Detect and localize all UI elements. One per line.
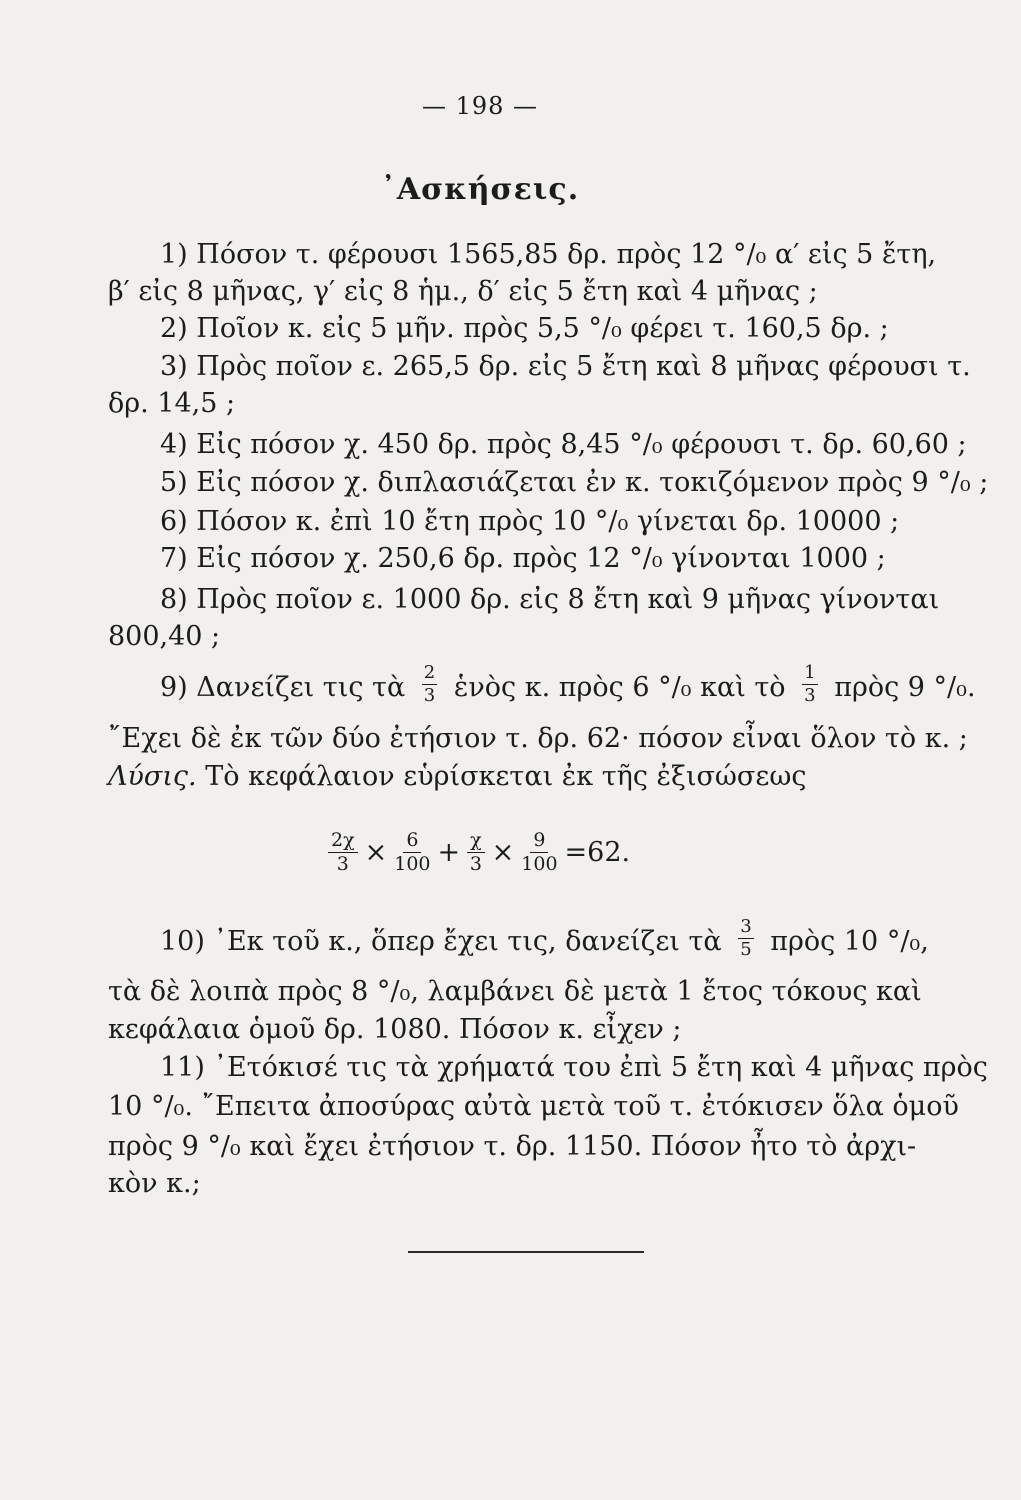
problem-11-line: 11) ᾿Ετόκισέ τις τὰ χρήματά του ἐπὶ 5 ἔτη καὶ 4 μῆνας πρὸς (160, 1052, 988, 1083)
problem-11-line: 10 °/₀. ῎Επειτα ἀποσύρας αὐτὰ μετὰ τοῦ τ. ἐτόκισεν ὅλα ὁμοῦ (108, 1091, 959, 1122)
exercise-line: β′ εἰς 8 μῆνας, γ′ εἰς 8 ἡμ., δ′ εἰς 5 ἔτη καὶ 4 μῆνας ; (108, 276, 818, 307)
problem-9-line: ῎Εχει δὲ ἐκ τῶν δύο ἐτήσιον τ. δρ. 62· πόσον εἶναι ὅλον τὸ κ. ; (108, 723, 968, 754)
plus-sign: + (437, 836, 461, 868)
fraction-denominator: 3 (423, 685, 436, 706)
times-sign: × (491, 836, 515, 868)
problem-9-text: ἑνὸς κ. πρὸς 6 °/₀ καὶ τὸ (453, 672, 786, 703)
fraction-numerator: 2χ (328, 831, 358, 853)
fraction-numerator: 3 (740, 916, 752, 937)
fraction (328, 828, 358, 875)
problem-9-text: πρὸς 9 °/₀. (834, 672, 976, 703)
problem-10-line: κεφάλαια ὁμοῦ δρ. 1080. Πόσον κ. εἶχεν ; (108, 1014, 682, 1045)
problem-10-line (160, 916, 960, 963)
problem-10-line: τὰ δὲ λοιπὰ πρὸς 8 °/₀, λαμβάνει δὲ μετὰ 1 ἔτος τόκους καὶ (108, 976, 922, 1007)
fraction-numerator: χ (467, 831, 485, 853)
exercise-line: 2) Ποῖον κ. εἰς 5 μῆν. πρὸς 5,5 °/₀ φέρει τ. 160,5 δρ. ; (160, 313, 889, 344)
exercise-line: 8) Πρὸς ποῖον ε. 1000 δρ. εἰς 8 ἔτη καὶ 9 μῆνας γίνονται (160, 584, 940, 615)
fraction (422, 664, 437, 705)
fraction-denominator: 3 (336, 852, 349, 875)
problem-10-text: πρὸς 10 °/₀, (770, 926, 929, 957)
exercise-line: 6) Πόσον κ. ἐπὶ 10 ἔτη πρὸς 10 °/₀ γίνεται δρ. 10000 ; (160, 506, 900, 537)
problem-9-text: 9) Δανείζει τις τὰ (160, 672, 406, 703)
solution-label: Λύσις. (108, 761, 197, 792)
problem-9-line (160, 662, 976, 709)
page-number: — 198 — (421, 92, 539, 120)
fraction-numerator: 1 (804, 662, 816, 683)
solution-line (108, 760, 908, 794)
problem-11-line: πρὸς 9 °/₀ καὶ ἔχει ἐτήσιον τ. δρ. 1150. Πόσον ἦτο τὸ ἀρχι- (108, 1131, 917, 1162)
fraction (467, 828, 485, 875)
exercise-line: δρ. 14,5 ; (108, 388, 236, 419)
times-sign: × (364, 836, 388, 868)
exercise-line: 4) Εἰς πόσον χ. 450 δρ. πρὸς 8,45 °/₀ φέρουσι τ. δρ. 60,60 ; (160, 429, 967, 460)
fraction-denominator: 3 (469, 852, 482, 875)
fraction-numerator: 2 (423, 662, 436, 683)
exercise-line: 5) Εἰς πόσον χ. διπλασιάζεται ἐν κ. τοκιζόμενον πρὸς 9 °/₀ ; (160, 467, 989, 498)
fraction (738, 918, 753, 959)
equation (325, 822, 634, 882)
fraction (521, 828, 558, 875)
exercise-line: 7) Εἰς πόσον χ. 250,6 δρ. πρὸς 12 °/₀ γίνονται 1000 ; (160, 543, 886, 574)
fraction (802, 664, 817, 705)
fraction-denominator: 100 (394, 852, 431, 875)
fraction-denominator: 100 (521, 852, 558, 875)
fraction-numerator: 9 (530, 831, 548, 853)
fraction (394, 828, 431, 875)
problem-10-text: 10) ᾿Εκ τοῦ κ., ὅπερ ἔχει τις, δανείζει τὰ (160, 926, 722, 957)
section-heading: ᾿Ασκήσεις. (380, 172, 580, 207)
exercise-line: 3) Πρὸς ποῖον ε. 265,5 δρ. εἰς 5 ἔτη καὶ 8 μῆνας φέρουσι τ. (160, 351, 971, 382)
problem-11-line: κὸν κ.; (108, 1168, 201, 1199)
exercise-line: 1) Πόσον τ. φέρουσι 1565,85 δρ. πρὸς 12 °/₀ α′ εἰς 5 ἔτη, (160, 239, 937, 270)
equation-result: =62. (564, 836, 631, 868)
fraction-denominator: 3 (804, 685, 816, 706)
fraction-numerator: 6 (403, 831, 421, 853)
exercise-line: 800,40 ; (108, 621, 221, 652)
solution-text: Τὸ κεφάλαιον εὑρίσκεται ἐκ τῆς ἐξισώσεως (205, 761, 807, 792)
section-divider (408, 1251, 644, 1253)
fraction-denominator: 5 (740, 939, 752, 960)
